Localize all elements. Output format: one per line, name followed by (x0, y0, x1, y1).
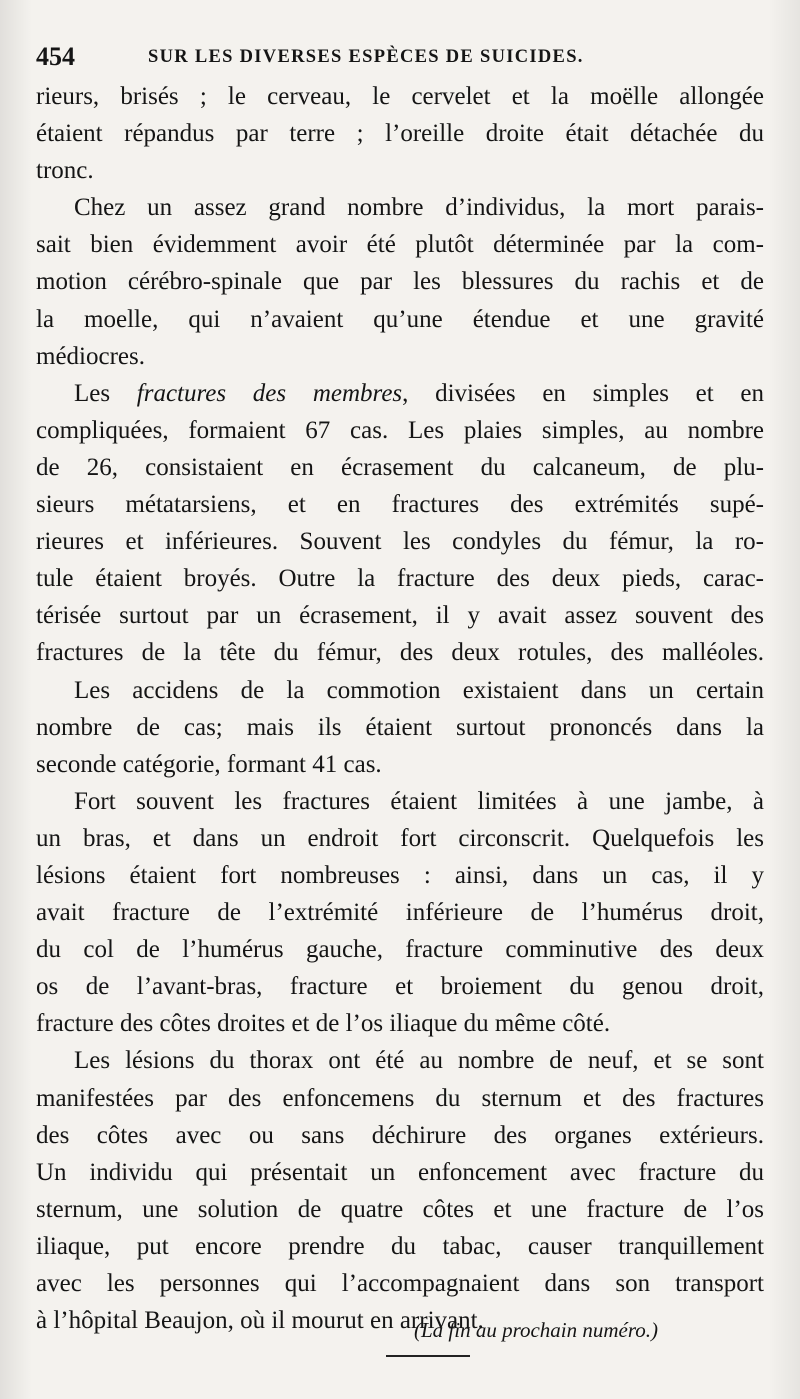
running-title: SUR LES DIVERSES ESPÈCES DE SUICIDES. (148, 47, 584, 67)
closing-rule (386, 1355, 470, 1357)
text-line: rieures et inférieures. Souvent les condyles du fémur, la ro- (36, 528, 764, 556)
text-line: tule étaient broyés. Outre la fracture des deux pieds, carac- (36, 565, 764, 593)
text-line: de 26, consistaient en écrasement du calcaneum, de plu- (36, 453, 764, 481)
text-line: compliquées, formaient 67 cas. Les plaies simples, au nombre (36, 416, 764, 444)
closing-note: (La fin au prochain numéro.) (414, 1318, 659, 1342)
text-line: sternum, une solution de quatre côtes et une fracture de l’os (36, 1195, 764, 1223)
text-line: nombre de cas; mais ils étaient surtout prononcés dans la (36, 713, 764, 741)
page-number: 454 (36, 42, 75, 71)
italic-emphasis: fractures des membres (136, 379, 403, 407)
text-line: rieurs, brisés ; le cerveau, le cervelet et la moëlle allongée (36, 83, 764, 110)
page-header (36, 42, 756, 76)
text-line: avait fracture de l’extrémité inférieure de l’humérus droit, (36, 899, 764, 927)
text-line: Les lésions du thorax ont été au nombre de neuf, et se sont (74, 1047, 764, 1075)
text-line: avec les personnes qui l’accompagnaient dans son transport (36, 1270, 764, 1297)
text-line: tronc. (36, 157, 94, 185)
text-line: Chez un assez grand nombre d’individus, la mort parais- (74, 194, 764, 222)
text-line: étaient répandus par terre ; l’oreille droite était détachée du (36, 120, 764, 148)
body-text (36, 78, 764, 1339)
text-line: iliaque, put encore prendre du tabac, causer tranquillement (36, 1232, 764, 1260)
text-line: lésions étaient fort nombreuses : ainsi, dans un cas, il y (36, 861, 764, 889)
text-line: sait bien évidemment avoir été plutôt déterminée par la com- (36, 231, 764, 259)
text-line: médiocres. (36, 342, 145, 370)
text-line: Les accidens de la commotion existaient dans un certain (74, 676, 764, 704)
text-line: motion cérébro-spinale que par les blessures du rachis et de (36, 268, 764, 296)
text-line: des côtes avec ou sans déchirure des organes extérieurs. (36, 1121, 764, 1149)
text-line: à l’hôpital Beaujon, où il mourut en arrivant. (36, 1307, 484, 1335)
text-line: la moelle, qui n’avaient qu’une étendue et une gravité (36, 305, 764, 333)
text-line: térisée surtout par un écrasement, il y avait assez souvent des (36, 602, 764, 630)
text-line: sieurs métatarsiens, et en fractures des extrémités supé- (36, 491, 764, 519)
text-line: fractures de la tête du fémur, des deux rotules, des malléoles. (36, 639, 764, 667)
text-line: Fort souvent les fractures étaient limitées à une jambe, à (74, 787, 764, 815)
text-line: du col de l’humérus gauche, fracture comminutive des deux (36, 936, 764, 964)
text-line: manifestées par des enfoncemens du sternum et des fractures (36, 1084, 764, 1112)
text-line: un bras, et dans un endroit fort circonscrit. Quelquefois les (36, 824, 764, 852)
text-line: Les fractures des membres, divisées en simples et en (74, 379, 764, 407)
text-line: Un individu qui présentait un enfoncement avec fracture du (36, 1158, 764, 1186)
text-line: seconde catégorie, formant 41 cas. (36, 750, 382, 778)
text-line: fracture des côtes droites et de l’os iliaque du même côté. (36, 1010, 611, 1038)
text-line: os de l’avant-bras, fracture et broiement du genou droit, (36, 973, 764, 1001)
